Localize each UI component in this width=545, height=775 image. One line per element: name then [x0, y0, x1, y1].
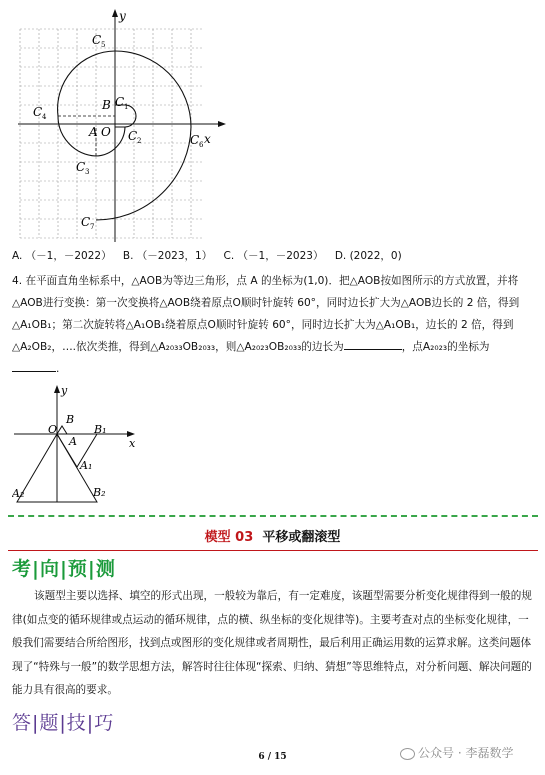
section-heading-forecast: 考|向|预|测	[12, 558, 116, 580]
fig2-label-b: B	[66, 413, 75, 426]
spiral-figure	[18, 6, 233, 242]
section-heading-tips: 答|题|技|巧	[12, 712, 115, 734]
svg-text:x: x	[204, 132, 211, 146]
fig2-label-x: x	[129, 437, 136, 450]
fig2-label-a2: A₂	[12, 487, 25, 500]
answer-options	[12, 248, 410, 263]
page-number: 6 / 15	[258, 752, 287, 762]
svg-text:C: C	[81, 215, 91, 229]
svg-text:C: C	[76, 160, 86, 174]
question-4-text-3: .	[56, 363, 60, 375]
option-d: D. (2022，0)	[334, 250, 402, 262]
svg-text:7: 7	[90, 223, 95, 231]
section-divider	[8, 515, 538, 517]
model-name: 平移或翻滚型	[262, 530, 341, 545]
svg-text:y: y	[119, 9, 126, 23]
option-a: A. （－1，－2022）	[12, 250, 112, 262]
question-4-text-2: ，点A₂₀₂₃的坐标为	[401, 341, 490, 353]
svg-text:2: 2	[137, 137, 142, 145]
model-title	[0, 526, 545, 545]
svg-text:O: O	[101, 125, 111, 139]
fig2-label-b1: B₁	[94, 423, 107, 436]
model-underline	[8, 550, 538, 551]
answer-blank-1[interactable]	[344, 339, 402, 350]
option-b: B. （－2023，1）	[122, 250, 213, 262]
svg-text:C: C	[190, 133, 200, 147]
fig2-label-b2: B₂	[93, 486, 106, 499]
fig2-label-y: y	[61, 384, 68, 397]
svg-text:B: B	[102, 98, 111, 112]
watermark	[400, 744, 513, 761]
svg-text:5: 5	[101, 41, 106, 49]
fig2-label-a1: A₁	[80, 459, 93, 472]
fig2-label-a: A	[69, 435, 77, 448]
description-paragraph: 该题型主要以选择、填空的形式出现，一般较为靠后，有一定难度，该题型需要分析变化规律得到一般的规律(如点变的循环规律或点运动的循环规律，点的横、纵坐标的变化规律等)。主要考查对点的坐标变化规律，一般我们需要结合所给图形，找到点或图形的变化规律或者周期性，最后利用正确运用数的运算求解。这类问题体现了“特殊与一般”的数学思想方法，解答时往往体现“探索、归纳、猜想”等思维特点，对分析问题、解决问题的能力具有很高的要求。	[12, 590, 532, 696]
watermark-text: 公众号 · 李磊数学	[418, 746, 514, 760]
svg-text:C: C	[128, 129, 138, 143]
svg-text:A: A	[89, 125, 98, 139]
question-4	[12, 270, 534, 380]
svg-text:3: 3	[85, 168, 90, 176]
model-prefix: 模型 03	[204, 530, 254, 545]
svg-text:4: 4	[42, 113, 47, 121]
answer-blank-2[interactable]	[12, 361, 56, 372]
svg-text:1: 1	[124, 103, 129, 111]
option-c: C. （－1，－2023）	[223, 250, 324, 262]
triangle-figure	[12, 384, 142, 504]
svg-text:C: C	[92, 33, 102, 47]
svg-text:C: C	[33, 105, 43, 119]
wechat-icon	[400, 748, 415, 760]
svg-text:C: C	[115, 95, 125, 109]
svg-text:6: 6	[199, 141, 204, 149]
fig2-label-o: O	[48, 423, 58, 436]
question-4-text: 4. 在平面直角坐标系中，△AOB为等边三角形，点 A 的坐标为(1,0)．把△AOB按如图所示的方式放置，并将△AOB进行变换：第一次变换将△AOB绕着原点O顺时针旋转 60°，同时边长扩大为△AOB边长的 2 倍，得到△A₁OB₁；第二次旋转将△A₁OB₁绕着原点O顺时针旋转 60°，同时边长扩大为△A₁OB₁，边长的 2 倍，得到△A₂OB₂，….依次类推，得到△A₂₀₃₃OB₂₀₃₃，则△A₂₀₂₃OB₂₀₃₃的边长为	[12, 275, 520, 353]
